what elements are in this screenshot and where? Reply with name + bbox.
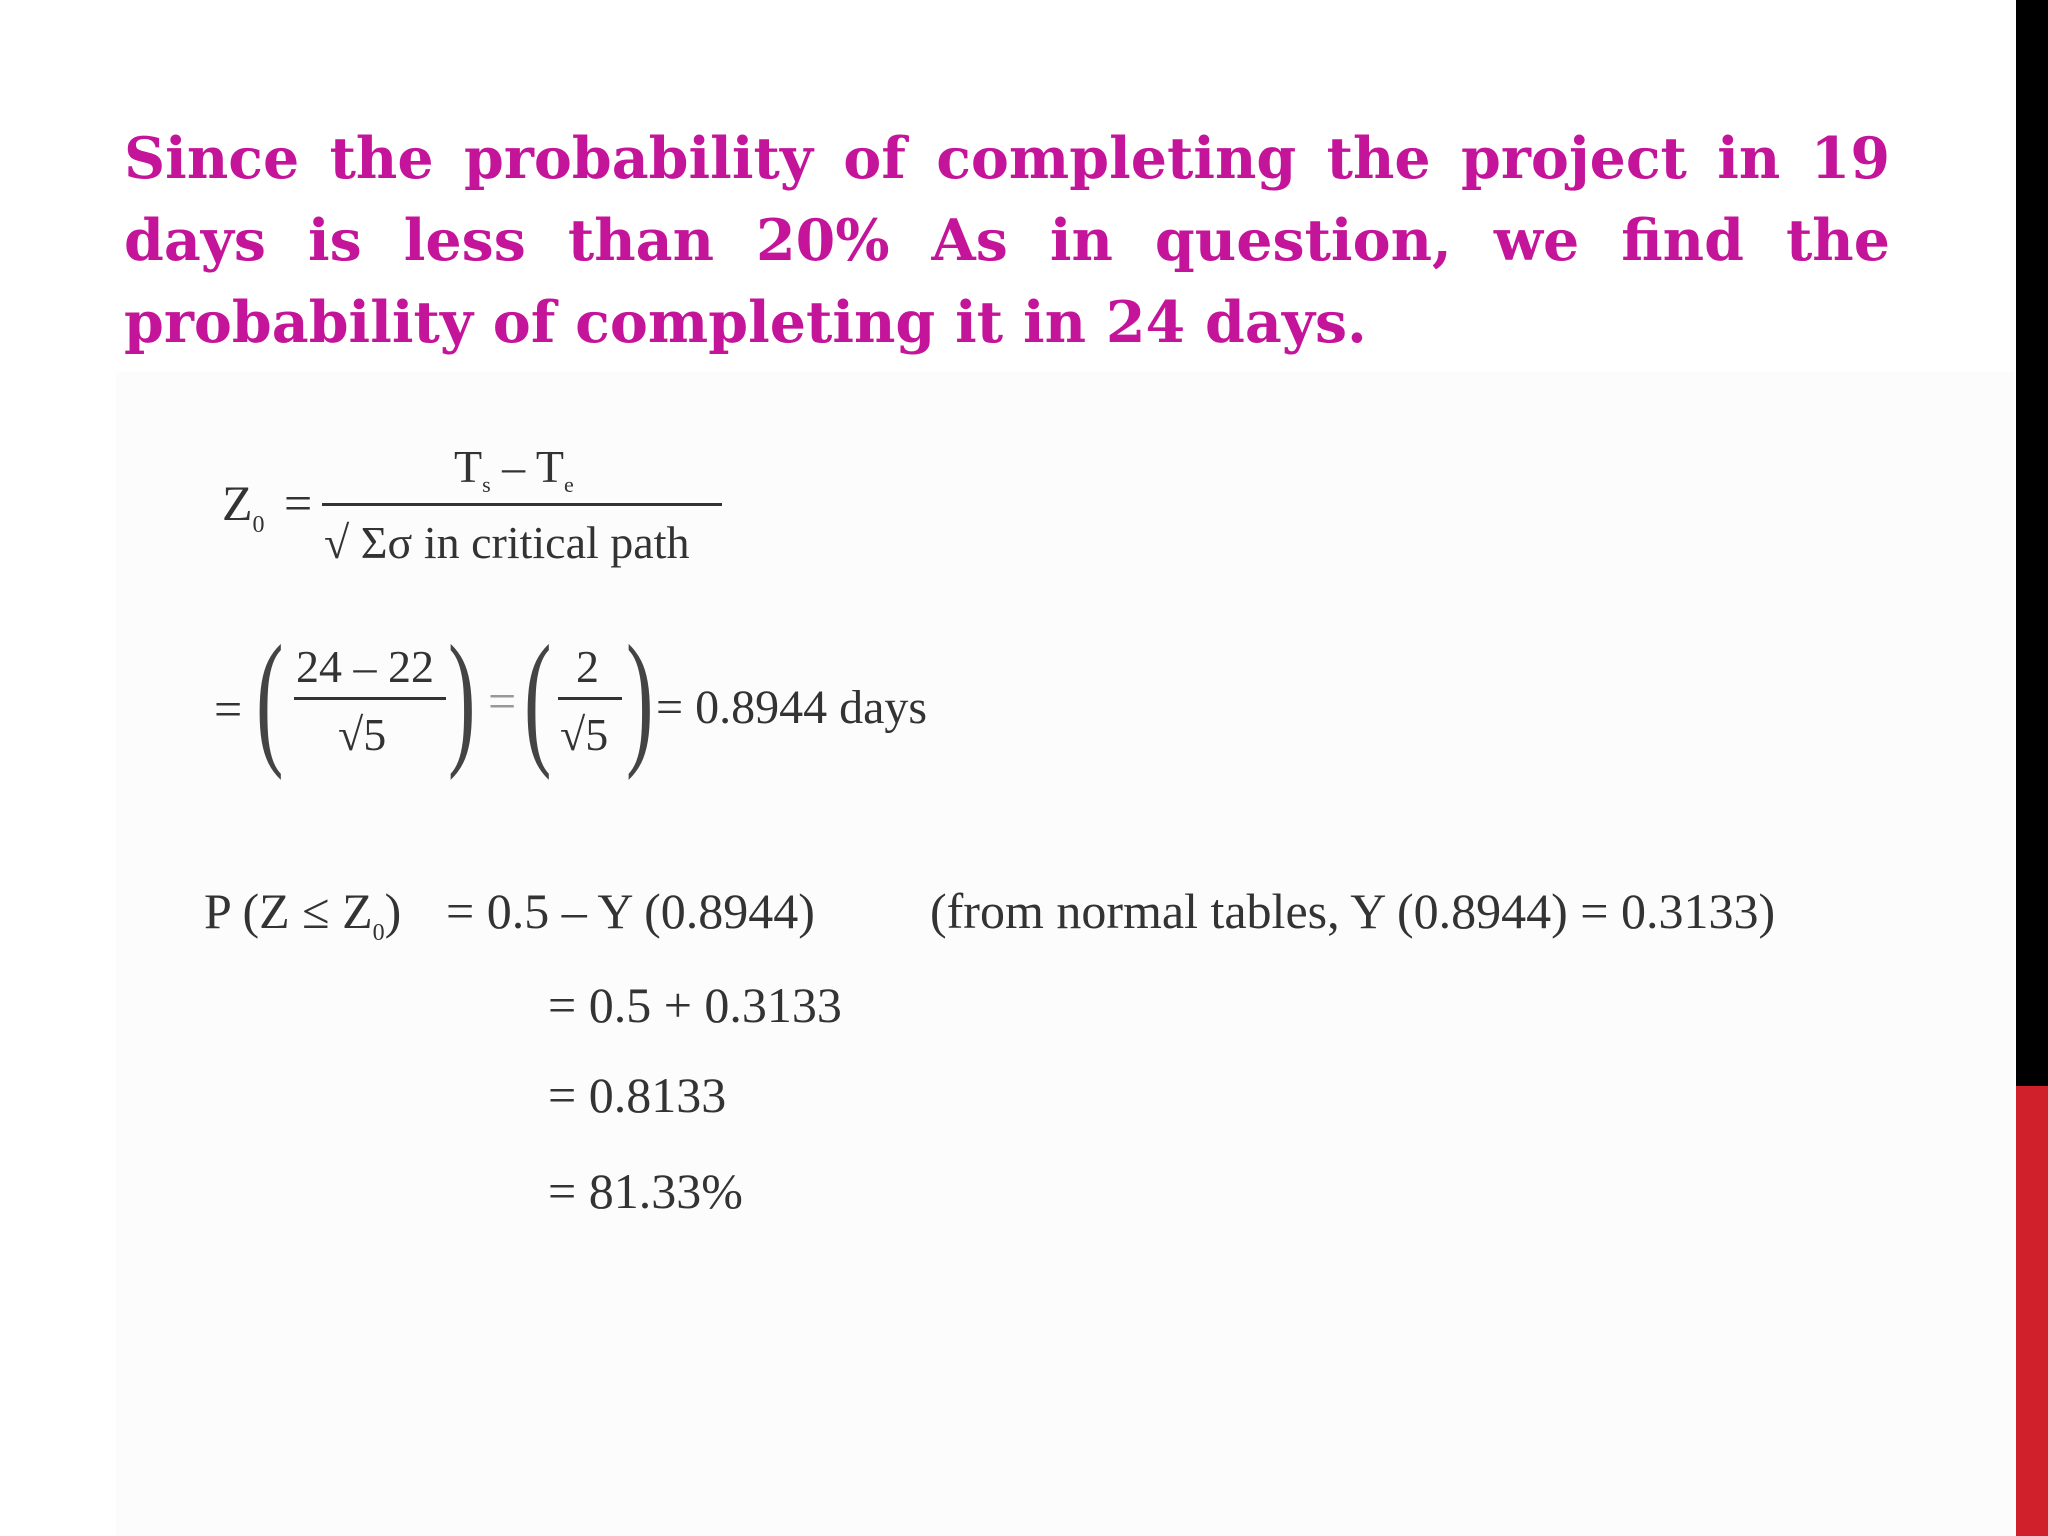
formula2-paren-close-2: ) — [626, 615, 654, 781]
formula3-lhs: P $(Z \le Z_0)$ — [204, 883, 402, 946]
right-edge-accent — [2016, 1086, 2048, 1536]
formula2-frac1-bar — [294, 697, 446, 700]
formula2-paren-open-2: ( — [524, 615, 552, 781]
formula2-equals: = — [214, 681, 243, 737]
formula3-step3: = 81.33% — [548, 1163, 743, 1219]
formula2-mid-equals: = — [488, 673, 517, 729]
formula-z0-fraction-bar — [322, 503, 722, 506]
slide-heading: Since the probability of completing the project in 19 days is less than 20% As in question, we find the probability of completing it in 24 days. — [124, 125, 1890, 356]
formula-z0-lhs: $Z_0$ — [222, 475, 265, 538]
formula3-rhs: = 0.5 – Y (0.8944) — [446, 883, 815, 939]
formula2-paren-close-1: ) — [448, 615, 476, 781]
formula-z0-numerator: $T_s - T_e$ — [454, 441, 574, 497]
formula3-step1: = 0.5 + 0.3133 — [548, 977, 842, 1033]
formula3-step2: = 0.8133 — [548, 1067, 727, 1123]
formula2-frac1-numerator: 24 – 22 — [296, 641, 434, 692]
formula-z0-equals: = — [284, 475, 313, 531]
formula3-note: (from normal tables, Y (0.8944) = 0.3133) — [930, 883, 1776, 939]
formula-z0-denominator: √ Σσ in critical path — [324, 517, 690, 568]
formula2-paren-open-1: ( — [256, 615, 284, 781]
formula2-frac1-denominator: √5 — [338, 709, 387, 760]
formula2-result: = 0.8944 days — [656, 681, 928, 734]
formula2-frac2-denominator: √5 — [560, 709, 609, 760]
formula2-frac2-numerator: 2 — [576, 641, 599, 692]
formula2-frac2-bar — [558, 697, 622, 700]
